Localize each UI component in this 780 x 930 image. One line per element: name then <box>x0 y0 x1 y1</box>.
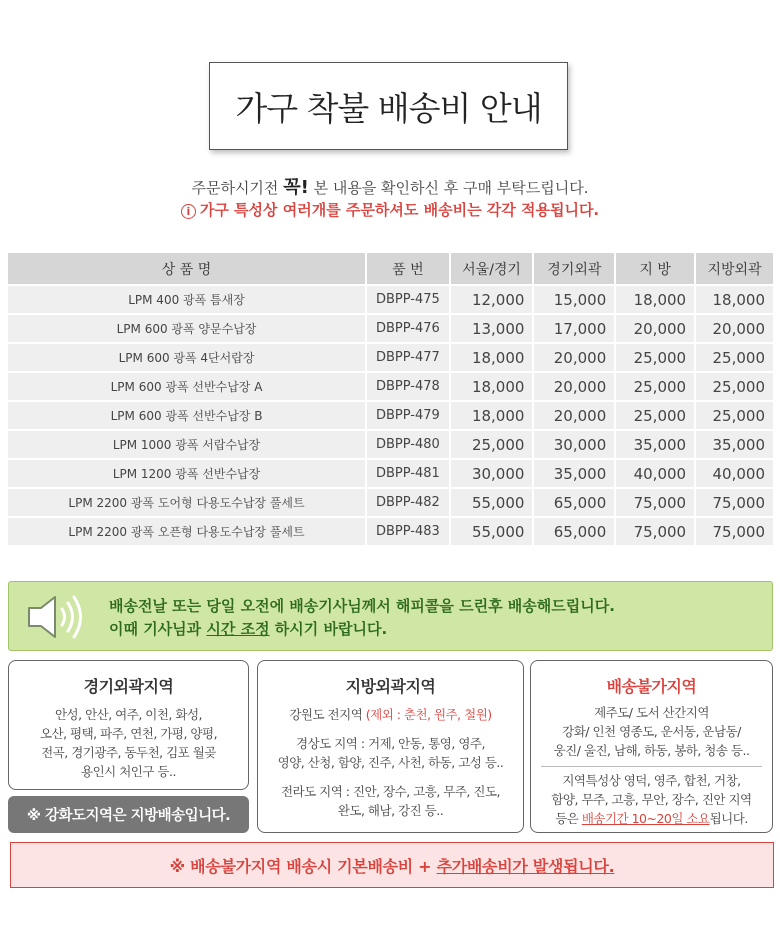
cell-code: DBPP-483 <box>367 518 449 545</box>
region-title: 지방외곽지역 <box>345 677 436 696</box>
region-line: 전라도 지역 : 진안, 장수, 고흥, 무주, 진도, <box>280 784 501 799</box>
cell-name: LPM 600 광폭 선반수납장 A <box>8 373 365 400</box>
cell-gyeonggi-outer: 17,000 <box>534 315 614 342</box>
cell-name: LPM 600 광폭 양문수납장 <box>8 315 365 342</box>
region-line: 강화/ 인천 영종도, 운서동, 운남동/ <box>562 724 741 739</box>
table-row <box>8 402 773 429</box>
cell-local: 40,000 <box>616 460 694 487</box>
divider <box>541 766 762 767</box>
cell-seoul: 18,000 <box>451 402 533 429</box>
table-row <box>8 373 773 400</box>
shipping-fee-table <box>6 251 775 547</box>
region-line: 웅진/ 울진, 남해, 하동, 봉하, 청송 등.. <box>553 743 750 758</box>
region-line: 완도, 해남, 강진 등.. <box>337 803 444 818</box>
ganghwa-note: ※ 강화도지역은 지방배송입니다. <box>8 796 249 833</box>
region-unavailable <box>530 660 773 833</box>
notice-line-2-pre: 이때 기사님과 <box>109 620 207 638</box>
cell-seoul: 55,000 <box>451 518 533 545</box>
last-line-post: 됩니다. <box>709 811 748 826</box>
cell-code: DBPP-478 <box>367 373 449 400</box>
cell-local: 25,000 <box>616 373 694 400</box>
cell-local-outer: 18,000 <box>696 286 773 313</box>
notice-line-2-post: 하시기 바랍니다. <box>269 620 388 638</box>
cell-code: DBPP-481 <box>367 460 449 487</box>
cell-seoul: 25,000 <box>451 431 533 458</box>
cell-local-outer: 40,000 <box>696 460 773 487</box>
cell-name: LPM 1200 광폭 선반수납장 <box>8 460 365 487</box>
region-line-last <box>531 809 772 828</box>
table-row <box>8 489 773 516</box>
notice-highlight: 시간 조정 <box>206 620 270 638</box>
page-title: 가구 착불 배송비 안내 <box>235 88 542 128</box>
cell-gyeonggi-outer: 20,000 <box>534 344 614 371</box>
region-line: 용인시 처인구 등.. <box>81 764 176 779</box>
cell-local-outer: 25,000 <box>696 344 773 371</box>
cell-gyeonggi-outer: 65,000 <box>534 518 614 545</box>
last-line-pre: 등은 <box>555 811 582 826</box>
table-row <box>8 315 773 342</box>
cell-local: 35,000 <box>616 431 694 458</box>
cell-name: LPM 400 광폭 틈새장 <box>8 286 365 313</box>
region-line: 영양, 산청, 함양, 진주, 사천, 하동, 고성 등.. <box>277 755 504 770</box>
header-local-outer: 지방외곽 <box>696 253 773 284</box>
cell-local-outer: 25,000 <box>696 402 773 429</box>
extra-fee-pre: ※ 배송불가지역 배송시 기본배송비 + <box>169 856 432 876</box>
cell-code: DBPP-479 <box>367 402 449 429</box>
cell-code: DBPP-482 <box>367 489 449 516</box>
cell-local: 75,000 <box>616 518 694 545</box>
cell-code: DBPP-480 <box>367 431 449 458</box>
cell-name: LPM 2200 광폭 도어형 다용도수납장 풀세트 <box>8 489 365 516</box>
cell-gyeonggi-outer: 15,000 <box>534 286 614 313</box>
region-line: 함양, 무주, 고흥, 무안, 장수, 진안 지역 <box>551 792 752 807</box>
intro-line-1 <box>0 173 780 199</box>
cell-name: LPM 600 광폭 선반수납장 B <box>8 402 365 429</box>
cell-gyeonggi-outer: 30,000 <box>534 431 614 458</box>
header-product-code: 품 번 <box>367 253 449 284</box>
region-title: 경기외곽지역 <box>83 677 174 696</box>
cell-seoul: 55,000 <box>451 489 533 516</box>
table-row <box>8 286 773 313</box>
cell-code: DBPP-475 <box>367 286 449 313</box>
cell-gyeonggi-outer: 35,000 <box>534 460 614 487</box>
extra-fee-note <box>10 842 774 888</box>
intro-warning-text: 가구 특성상 여러개를 주문하셔도 배송비는 각각 적용됩니다. <box>199 201 600 219</box>
region-title: 배송불가지역 <box>606 677 697 696</box>
delivery-notice <box>8 581 773 651</box>
title-box <box>209 62 568 150</box>
intro-line-2 <box>0 199 780 220</box>
cell-local: 20,000 <box>616 315 694 342</box>
gangwon-line <box>258 705 523 724</box>
notice-line-2 <box>109 618 615 641</box>
cell-local-outer: 20,000 <box>696 315 773 342</box>
table-header-row <box>8 253 773 284</box>
speaker-icon <box>25 592 91 646</box>
cell-name: LPM 600 광폭 4단서랍장 <box>8 344 365 371</box>
cell-code: DBPP-476 <box>367 315 449 342</box>
region-line: 전곡, 경기광주, 동두천, 김포 월곶 <box>41 745 216 760</box>
cell-seoul: 13,000 <box>451 315 533 342</box>
cell-local: 75,000 <box>616 489 694 516</box>
gangwon-exclusion: (제외 : 춘천, 원주, 철원) <box>365 707 492 722</box>
header-local: 지 방 <box>616 253 694 284</box>
header-product-name: 상 품 명 <box>8 253 365 284</box>
cell-gyeonggi-outer: 20,000 <box>534 402 614 429</box>
cell-local: 18,000 <box>616 286 694 313</box>
region-line: 지역특성상 영덕, 영주, 합천, 거창, <box>562 773 741 788</box>
cell-code: DBPP-477 <box>367 344 449 371</box>
cell-local-outer: 75,000 <box>696 518 773 545</box>
cell-local-outer: 25,000 <box>696 373 773 400</box>
info-icon: i <box>181 204 196 219</box>
cell-name: LPM 1000 광폭 서랍수납장 <box>8 431 365 458</box>
cell-gyeonggi-outer: 65,000 <box>534 489 614 516</box>
cell-local: 25,000 <box>616 344 694 371</box>
intro-emphasis: 꼭! <box>283 177 309 198</box>
cell-local-outer: 75,000 <box>696 489 773 516</box>
region-gyeonggi-outer <box>8 660 249 790</box>
table-row <box>8 431 773 458</box>
region-line: 제주도/ 도서 산간지역 <box>594 705 709 720</box>
extra-fee-highlight: 추가배송비가 발생됩니다. <box>436 856 615 876</box>
cell-local: 25,000 <box>616 402 694 429</box>
cell-seoul: 18,000 <box>451 373 533 400</box>
region-local-outer <box>257 660 524 833</box>
header-gyeonggi-outer: 경기외곽 <box>534 253 614 284</box>
table-row <box>8 344 773 371</box>
cell-gyeonggi-outer: 20,000 <box>534 373 614 400</box>
gangwon-text: 강원도 전지역 <box>289 707 366 722</box>
region-line: 경상도 지역 : 거제, 안동, 통영, 영주, <box>296 736 485 751</box>
region-line: 안성, 안산, 여주, 이천, 화성, <box>54 707 202 722</box>
cell-name: LPM 2200 광폭 오픈형 다용도수납장 풀세트 <box>8 518 365 545</box>
cell-seoul: 12,000 <box>451 286 533 313</box>
region-line: 오산, 평택, 파주, 연천, 가평, 양평, <box>39 726 218 741</box>
cell-local-outer: 35,000 <box>696 431 773 458</box>
table-row <box>8 460 773 487</box>
table-row <box>8 518 773 545</box>
intro-text-post: 본 내용을 확인하신 후 구매 부탁드립니다. <box>308 179 589 197</box>
cell-seoul: 18,000 <box>451 344 533 371</box>
cell-seoul: 30,000 <box>451 460 533 487</box>
delivery-period: 배송기간 10~20일 소요 <box>581 811 710 826</box>
notice-line-1: 배송전날 또는 당일 오전에 배송기사님께서 해피콜을 드린후 배송해드립니다. <box>109 597 615 615</box>
intro-text-pre: 주문하시기전 <box>191 179 284 197</box>
header-seoul: 서울/경기 <box>451 253 533 284</box>
